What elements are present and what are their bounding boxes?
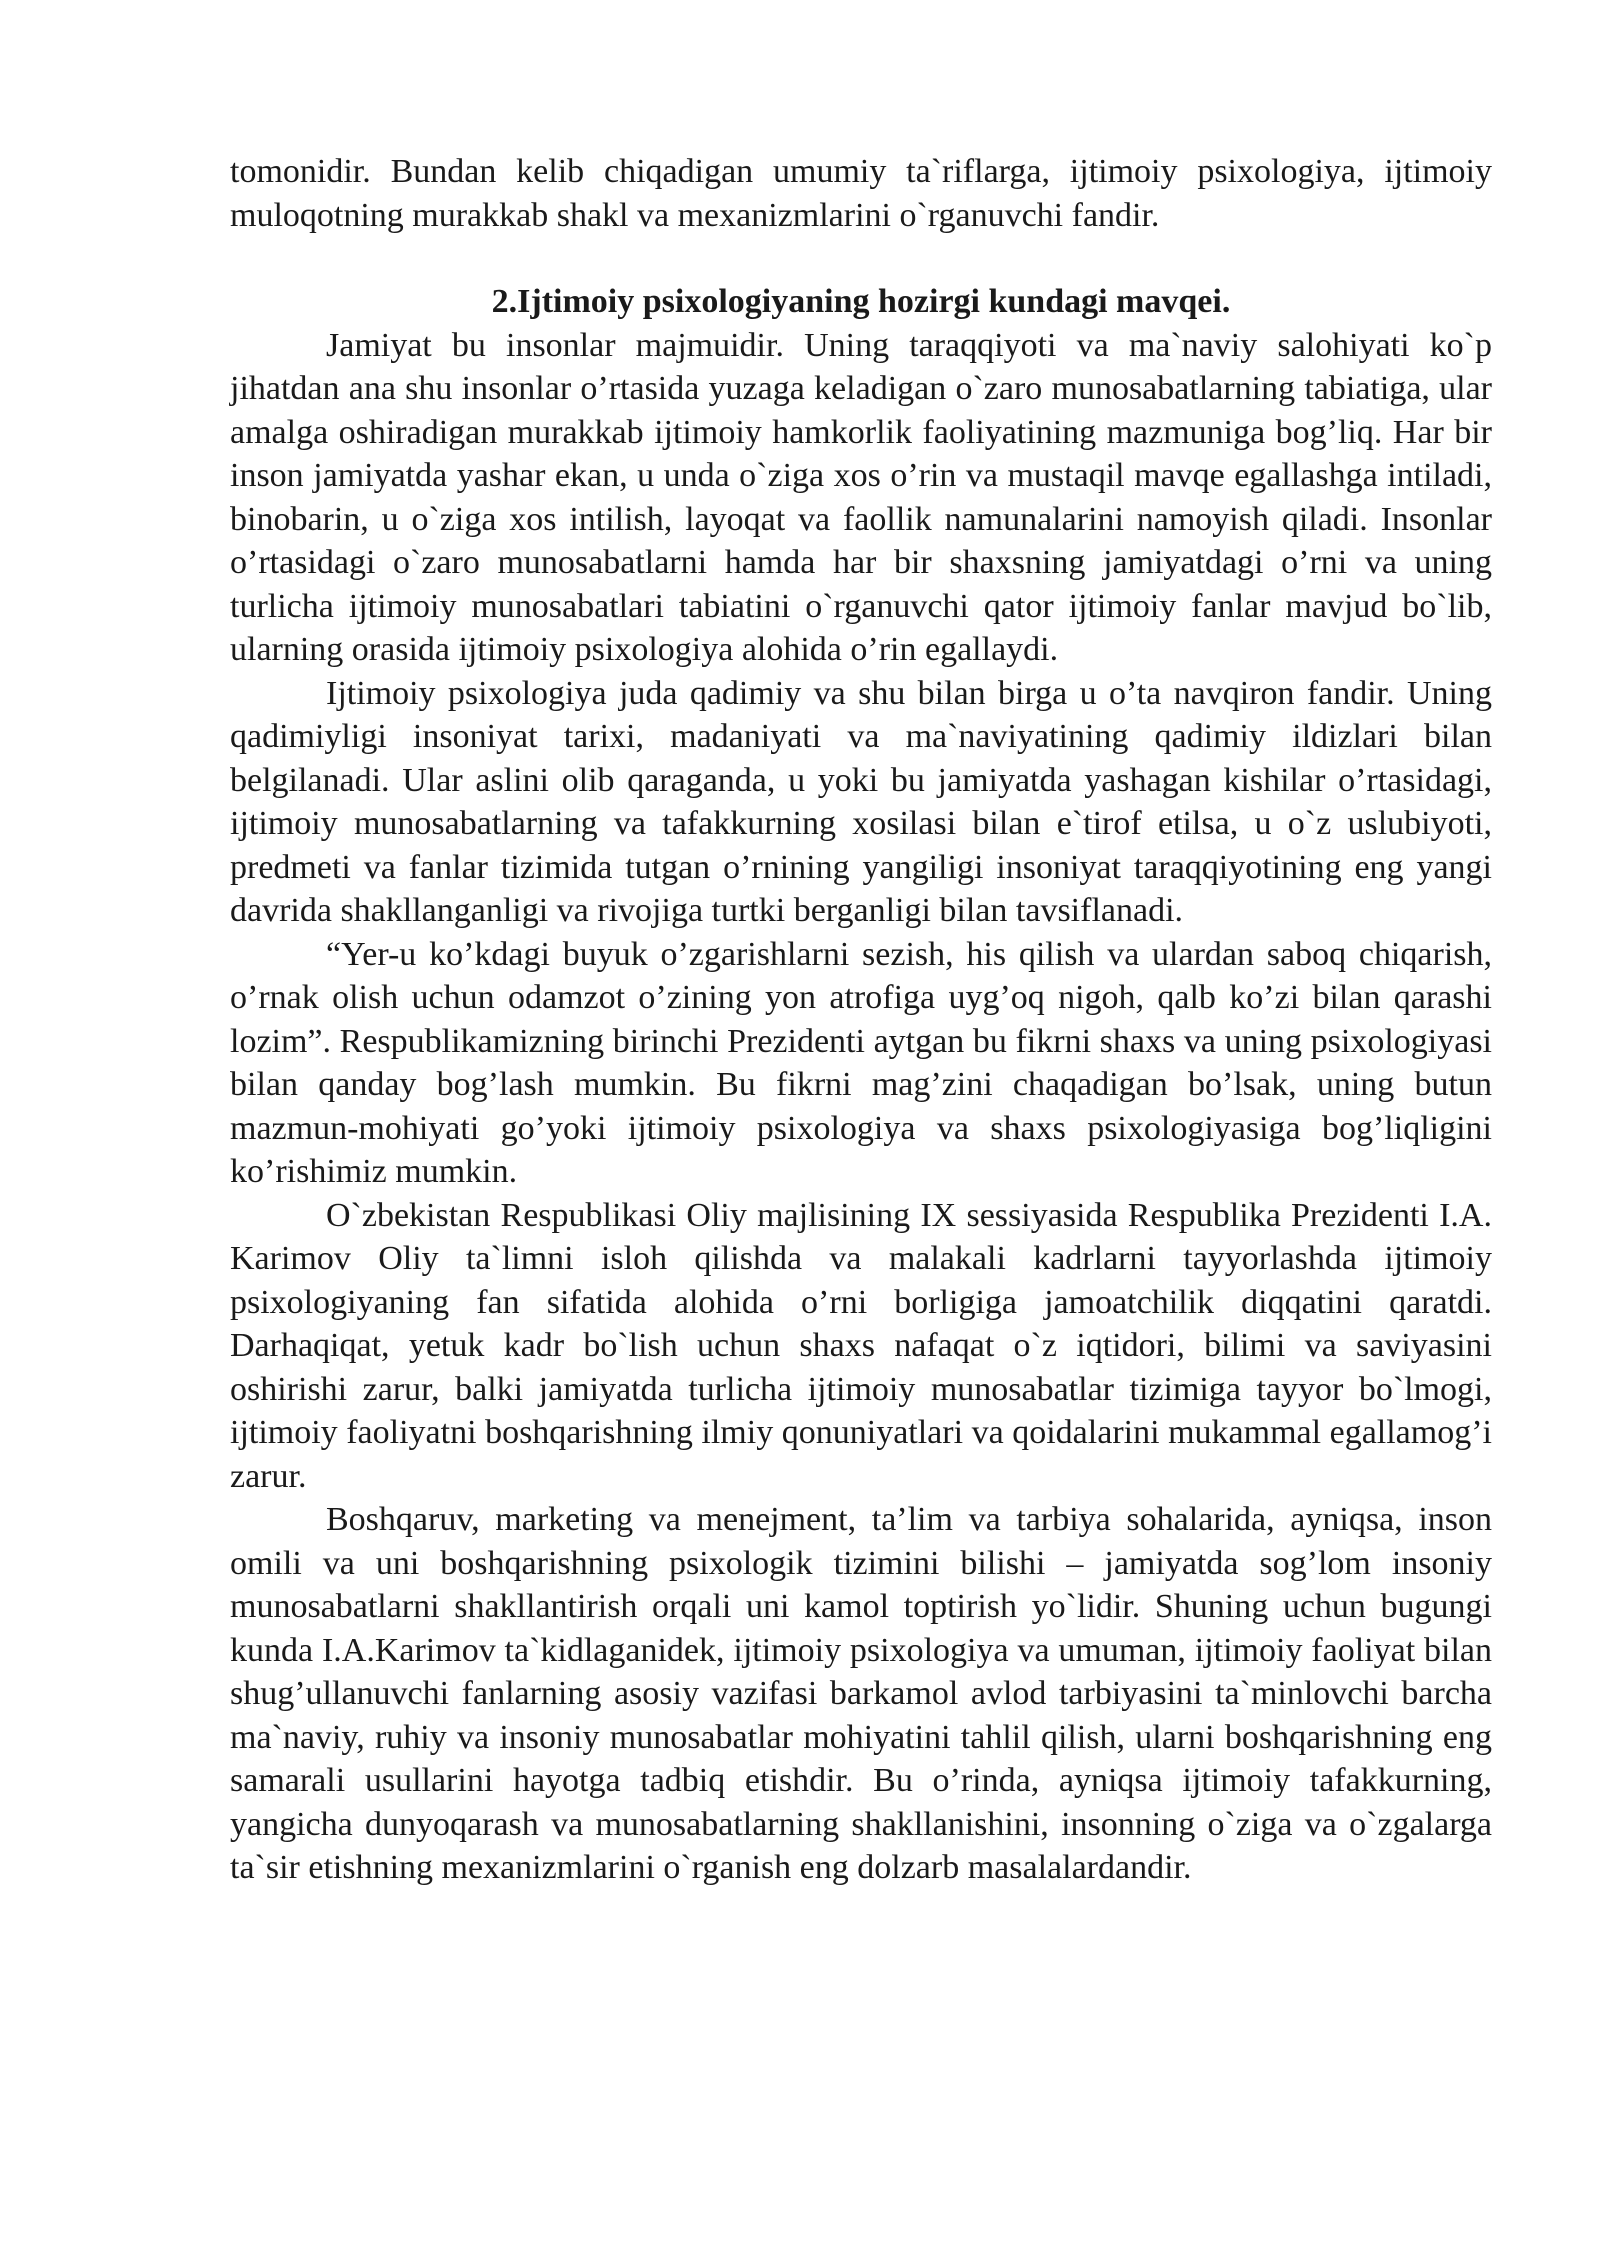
body-paragraph: “Yer-u ko’kdagi buyuk o’zgarishlarni sezish, his qilish va ulardan saboq chiqarish, o’rnak olish uchun odamzot o’zining yon atrofiga uyg’oq nigoh, qalb ko’zi bilan qarashi lozim”. Respublikamizning birinchi Prezidenti aytgan bu fikrni shaxs va uning psixologiyasi bilan qanday bog’lash mumkin. Bu fikrni mag’zini chaqadigan bo’lsak, uning butun mazmun-mohiyati go’yoki ijtimoiy psixologiya va shaxs psixologiyasiga bog’liqligini ko’rishimiz mumkin. (230, 935, 1492, 1190)
body-paragraph: Jamiyat bu insonlar majmuidir. Uning taraqqiyoti va ma`naviy salohiyati ko`p jihatdan ana shu insonlar o’rtasida yuzaga keladigan o`zaro munosabatlarning tabiatiga, ular amalga oshiradigan murakkab ijtimoiy hamkorlik faoliyatining mazmuniga bog’liq. Har bir inson jamiyatda yashar ekan, u unda o`ziga xos o’rin va mustaqil mavqe egallashga intiladi, binobarin, u o`ziga xos intilish, layoqat va faollik namunalarini namoyish qiladi. Insonlar o’rtasidagi o`zaro munosabatlarni hamda har bir shaxsning jamiyatdagi o’rni va uning turlicha ijtimoiy munosabatlari tabiatini o`rganuvchi qator ijtimoiy fanlar mavjud bo`lib, ularning orasida ijtimoiy psixologiya alohida o’rin egallaydi. (230, 326, 1492, 668)
intro-paragraph: tomonidir. Bundan kelib chiqadigan umumiy ta`riflarga, ijtimoiy psixologiya, ijtimoiy muloqotning murakkab shakl va mexanizmlarini o`rganuvchi fandir. (230, 153, 1492, 234)
body-paragraph: Boshqaruv, marketing va menejment, ta’lim va tarbiya sohalarida, ayniqsa, inson omili va uni boshqarishning psixologik tizimini bilishi – jamiyatda sog’lom insoniy munosabatlarni shakllantirish orqali uni kamol toptirish yo`lidir. Shuning uchun bugungi kunda I.A.Karimov ta`kidlaganidek, ijtimoiy psixologiya va umuman, ijtimoiy faoliyat bilan shug’ullanuvchi fanlarning asosiy vazifasi barkamol avlod tarbiyasini ta`minlovchi barcha ma`naviy, ruhiy va insoniy munosabatlar mohiyatini tahlil qilish, ularni boshqarishning eng samarali usullarini hayotga tadbiq etishdir. Bu o’rinda, ayniqsa ijtimoiy tafakkurning, yangicha dunyoqarash va munosabatlarning shakllanishini, insonning o`ziga va o`zgalarga ta`sir etishning mexanizmlarini o`rganish eng dolzarb masalalardandir. (230, 1501, 1492, 1886)
section-heading: 2.Ijtimoiy psixologiyaning hozirgi kundagi mavqei. (491, 283, 1231, 320)
body-paragraph: Ijtimoiy psixologiya juda qadimiy va shu bilan birga u o’ta navqiron fandir. Uning qadimiyligi insoniyat tarixi, madaniyati va ma`naviyatining qadimiy ildizlari bilan belgilanadi. Ular aslini olib qaraganda, u yoki bu jamiyatda yashagan kishilar o’rtasidagi, ijtimoiy munosabatlarning va tafakkurning xosilasi bilan e`tirof etilsa, u o`z uslubiyoti, predmeti va fanlar tizimida tutgan o’rnining yangiligi insoniyat taraqqiyotining eng yangi davrida shakllanganligi va rivojiga turtki berganligi bilan tavsiflanadi. (230, 674, 1492, 929)
document-page (230, 150, 1492, 1890)
body-paragraph: O`zbekistan Respublikasi Oliy majlisining IX sessiyasida Respublika Prezidenti I.A. Karimov Oliy ta`limni isloh qilishda va malakali kadrlarni tayyorlashda ijtimoiy psixologiyaning fan sifatida alohida o’rni borligiga jamoatchilik diqqatini qaratdi. Darhaqiqat, yetuk kadr bo`lish uchun shaxs nafaqat o`z iqtidori, bilimi va saviyasini oshirishi zarur, balki jamiyatda turlicha ijtimoiy munosabatlar tizimiga tayyor bo`lmogi, ijtimoiy faoliyatni boshqarishning ilmiy qonuniyatlari va qoidalarini mukammal egallamog’i zarur. (230, 1196, 1492, 1495)
